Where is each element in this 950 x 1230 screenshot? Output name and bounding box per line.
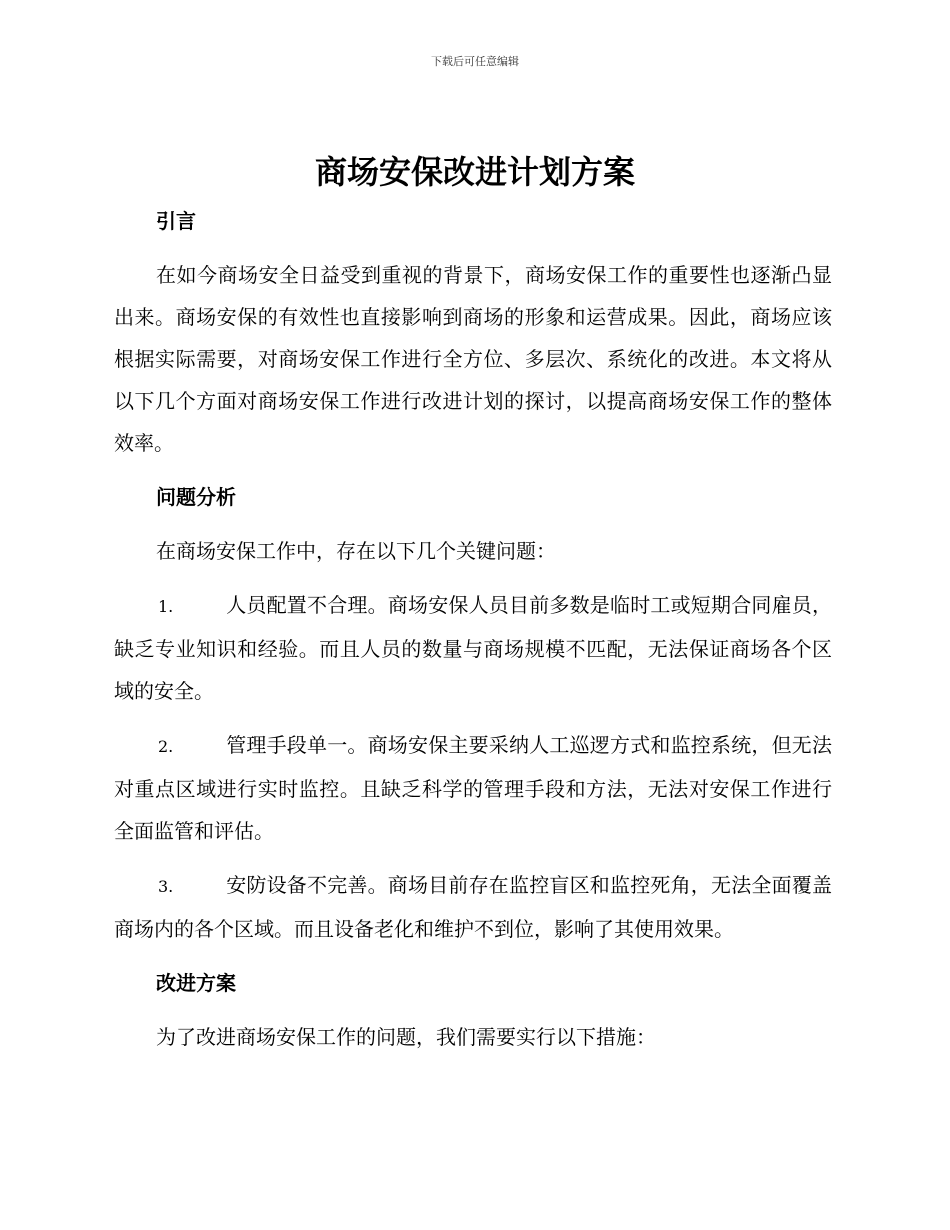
list-number: 3.	[158, 877, 174, 896]
list-item-text: 安防设备不完善。商场目前存在监控盲区和监控死角，无法全面覆盖商场内的各个区域。而且设备老化和维护不到位，影响了其使用效果。	[114, 873, 832, 941]
plan-lead-paragraph: 为了改进商场安保工作的问题，我们需要实行以下措施：	[156, 1025, 656, 1049]
list-item-text: 人员配置不合理。商场安保人员目前多数是临时工或短期合同雇员，缺乏专业知识和经验。而且人员的数量与商场规模不匹配，无法保证商场各个区域的安全。	[114, 593, 832, 703]
intro-paragraph: 在如今商场安全日益受到重视的背景下，商场安保工作的重要性也逐渐凸显出来。商场安保的有效性也直接影响到商场的形象和运营成果。因此，商场应该根据实际需要，对商场安保工作进行全方位、多层次、系统化的改进。本文将从以下几个方面对商场安保工作进行改进计划的探讨，以提高商场安保工作的整体效率。	[114, 263, 832, 455]
problem-item-2	[114, 724, 832, 852]
list-number: 2.	[158, 737, 174, 756]
problem-item-3	[114, 864, 832, 950]
list-number: 1.	[158, 597, 174, 616]
document-title: 商场安保改进计划方案	[314, 153, 635, 191]
section-heading-intro: 引言	[156, 209, 196, 233]
header-note: 下载后可任意编辑	[431, 55, 519, 68]
list-item-text: 管理手段单一。商场安保主要采纳人工巡逻方式和监控系统，但无法对重点区域进行实时监控。且缺乏科学的管理手段和方法，无法对安保工作进行全面监管和评估。	[114, 733, 832, 843]
section-heading-plan: 改进方案	[156, 971, 236, 995]
document-body	[114, 200, 832, 1070]
section-heading-analysis: 问题分析	[156, 485, 236, 509]
analysis-lead-paragraph: 在商场安保工作中，存在以下几个关键问题：	[156, 539, 556, 563]
problem-item-1	[114, 584, 832, 712]
